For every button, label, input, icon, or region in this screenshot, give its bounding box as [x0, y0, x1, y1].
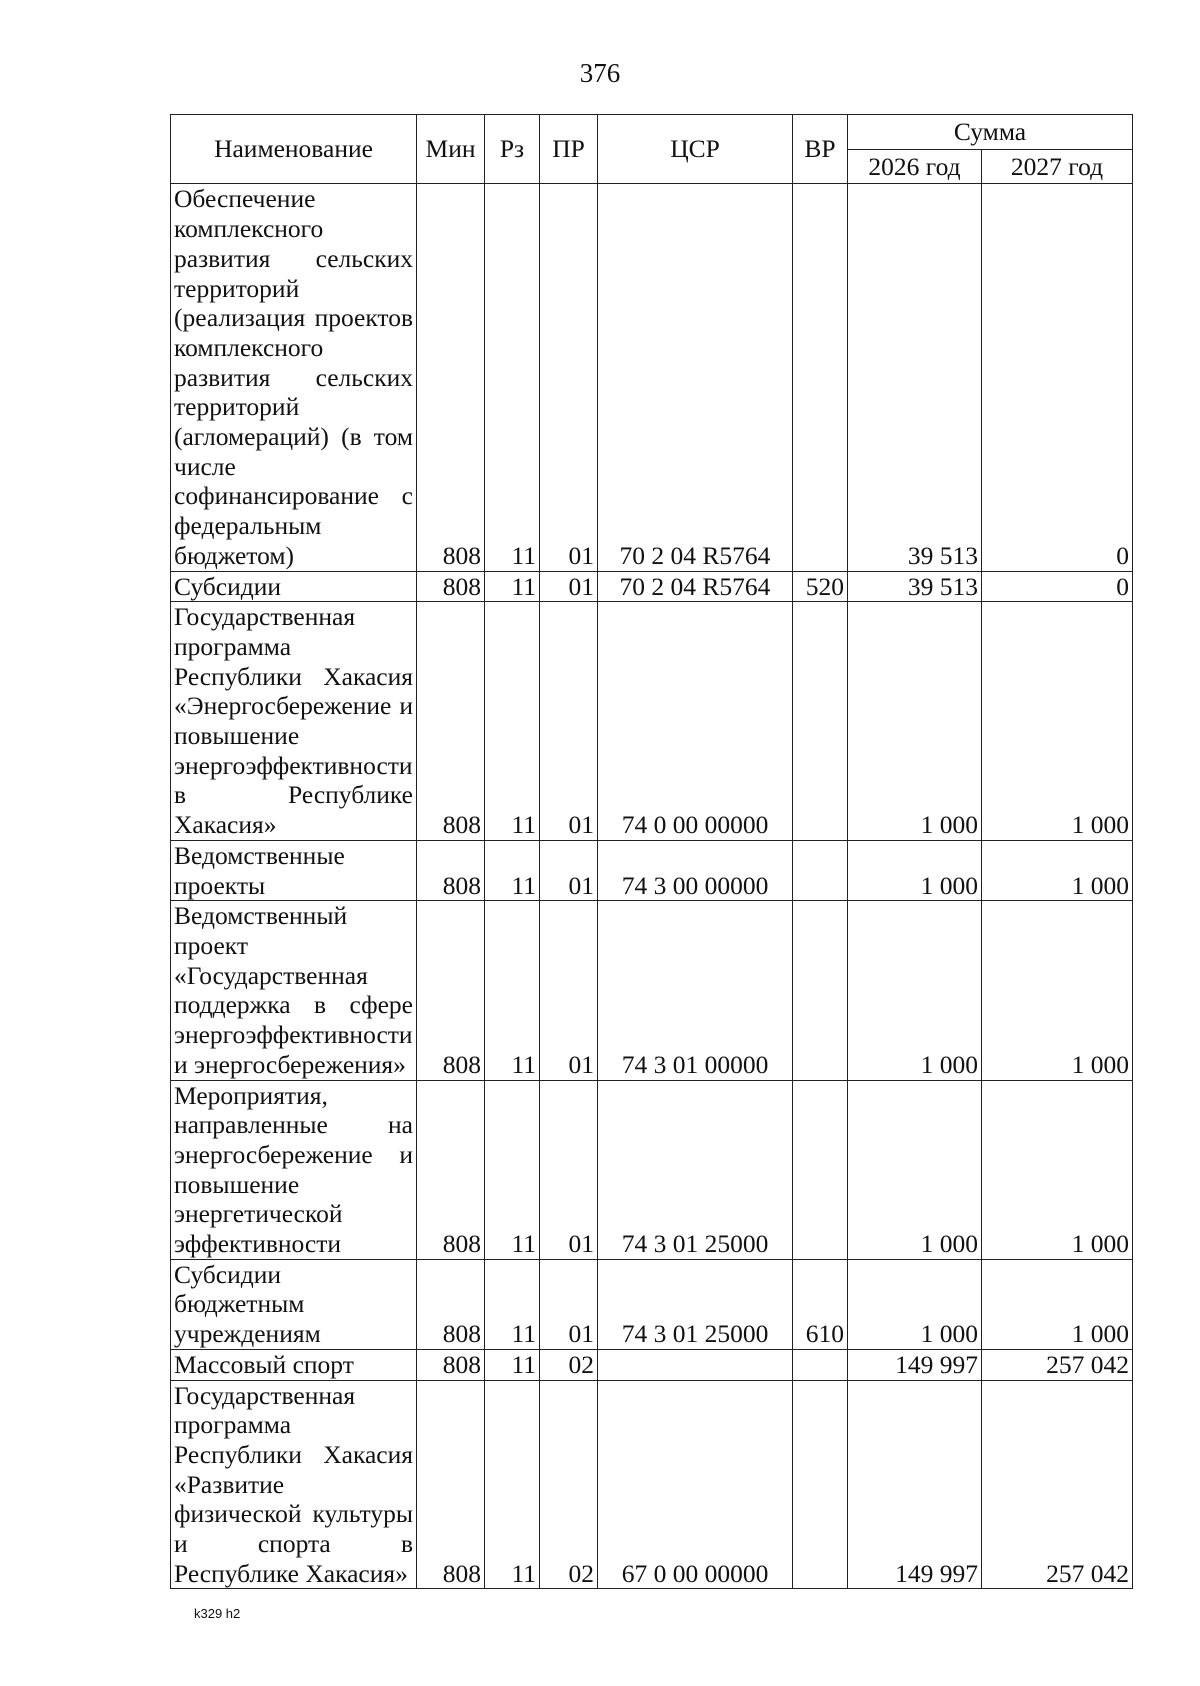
header-year-2027: 2027 год	[982, 149, 1133, 184]
cell-amount-2027: 0	[982, 184, 1133, 571]
cell-pr: 01	[540, 901, 598, 1080]
cell-name: Обеспечение комплексного развития сельских территорий (реализация проектов комплексного развития сельских территорий (агломераций) (в том числе софинансирование с федеральным бюджетом)	[171, 184, 417, 571]
header-year-2026: 2026 год	[848, 149, 982, 184]
cell-vr	[793, 184, 848, 571]
cell-amount-2027: 1 000	[982, 1259, 1133, 1349]
cell-rz: 11	[485, 901, 540, 1080]
cell-vr	[793, 1349, 848, 1380]
cell-pr: 02	[540, 1380, 598, 1589]
cell-amount-2026: 149 997	[848, 1349, 982, 1380]
cell-amount-2026: 39 513	[848, 184, 982, 571]
cell-min: 808	[417, 184, 485, 571]
cell-csr: 74 3 01 00000	[598, 901, 793, 1080]
cell-amount-2026: 149 997	[848, 1380, 982, 1589]
cell-min: 808	[417, 1380, 485, 1589]
cell-pr: 01	[540, 602, 598, 841]
budget-table	[170, 114, 1133, 1589]
cell-amount-2027: 1 000	[982, 840, 1133, 900]
table-row	[171, 602, 1133, 841]
cell-amount-2026: 1 000	[848, 1080, 982, 1259]
cell-rz: 11	[485, 184, 540, 571]
table-row	[171, 1080, 1133, 1259]
cell-name: Массовый спорт	[171, 1349, 417, 1380]
cell-csr	[598, 1349, 793, 1380]
table-row	[171, 571, 1133, 602]
page-number: 376	[579, 58, 621, 88]
cell-amount-2027: 1 000	[982, 602, 1133, 841]
cell-amount-2026: 1 000	[848, 840, 982, 900]
cell-rz: 11	[485, 840, 540, 900]
cell-amount-2027: 257 042	[982, 1380, 1133, 1589]
cell-min: 808	[417, 901, 485, 1080]
cell-csr: 74 0 00 00000	[598, 602, 793, 841]
table-row	[171, 1259, 1133, 1349]
cell-rz: 11	[485, 1380, 540, 1589]
header-sum: Сумма	[848, 115, 1133, 150]
cell-name: Субсидии бюджетным учреждениям	[171, 1259, 417, 1349]
cell-min: 808	[417, 1080, 485, 1259]
table-row	[171, 901, 1133, 1080]
cell-rz: 11	[485, 571, 540, 602]
cell-pr: 01	[540, 840, 598, 900]
table-row	[171, 1380, 1133, 1589]
cell-vr	[793, 840, 848, 900]
cell-pr: 02	[540, 1349, 598, 1380]
cell-pr: 01	[540, 1259, 598, 1349]
cell-name: Ведомственный проект «Государственная поддержка в сфере энергоэффективности и энергосбережения»	[171, 901, 417, 1080]
cell-amount-2027: 257 042	[982, 1349, 1133, 1380]
cell-vr	[793, 901, 848, 1080]
cell-amount-2027: 1 000	[982, 901, 1133, 1080]
cell-name: Государственная программа Республики Хакасия «Энергосбережение и повышение энергоэффективности в Республике Хакасия»	[171, 602, 417, 841]
cell-min: 808	[417, 1349, 485, 1380]
cell-csr: 70 2 04 R5764	[598, 571, 793, 602]
header-vr: ВР	[793, 115, 848, 184]
cell-name: Мероприятия, направленные на энергосбережение и повышение энергетической эффективности	[171, 1080, 417, 1259]
cell-vr	[793, 1080, 848, 1259]
table-row	[171, 1349, 1133, 1380]
cell-rz: 11	[485, 1080, 540, 1259]
table-row	[171, 840, 1133, 900]
header-rz: Рз	[485, 115, 540, 184]
cell-pr: 01	[540, 1080, 598, 1259]
cell-name: Субсидии	[171, 571, 417, 602]
cell-amount-2026: 1 000	[848, 602, 982, 841]
cell-csr: 67 0 00 00000	[598, 1380, 793, 1589]
cell-amount-2027: 1 000	[982, 1080, 1133, 1259]
cell-min: 808	[417, 1259, 485, 1349]
header-name: Наименование	[171, 115, 417, 184]
cell-vr	[793, 602, 848, 841]
header-min: Мин	[417, 115, 485, 184]
table-body	[171, 184, 1133, 1589]
cell-min: 808	[417, 840, 485, 900]
cell-vr	[793, 1380, 848, 1589]
cell-amount-2026: 39 513	[848, 571, 982, 602]
cell-rz: 11	[485, 602, 540, 841]
cell-pr: 01	[540, 184, 598, 571]
cell-rz: 11	[485, 1259, 540, 1349]
cell-name: Государственная программа Республики Хакасия «Развитие физической культуры и спорта в Республике Хакасия»	[171, 1380, 417, 1589]
cell-csr: 74 3 01 25000	[598, 1080, 793, 1259]
cell-amount-2026: 1 000	[848, 901, 982, 1080]
document-code: k329 h2	[194, 1606, 241, 1621]
cell-name: Ведомственные проекты	[171, 840, 417, 900]
cell-amount-2027: 0	[982, 571, 1133, 602]
cell-rz: 11	[485, 1349, 540, 1380]
budget-table-container	[170, 114, 1132, 1589]
cell-csr: 70 2 04 R5764	[598, 184, 793, 571]
cell-csr: 74 3 00 00000	[598, 840, 793, 900]
cell-vr: 520	[793, 571, 848, 602]
table-header	[171, 115, 1133, 184]
cell-min: 808	[417, 571, 485, 602]
header-pr: ПР	[540, 115, 598, 184]
cell-min: 808	[417, 602, 485, 841]
cell-vr: 610	[793, 1259, 848, 1349]
cell-csr: 74 3 01 25000	[598, 1259, 793, 1349]
cell-pr: 01	[540, 571, 598, 602]
header-csr: ЦСР	[598, 115, 793, 184]
table-row	[171, 184, 1133, 571]
cell-amount-2026: 1 000	[848, 1259, 982, 1349]
